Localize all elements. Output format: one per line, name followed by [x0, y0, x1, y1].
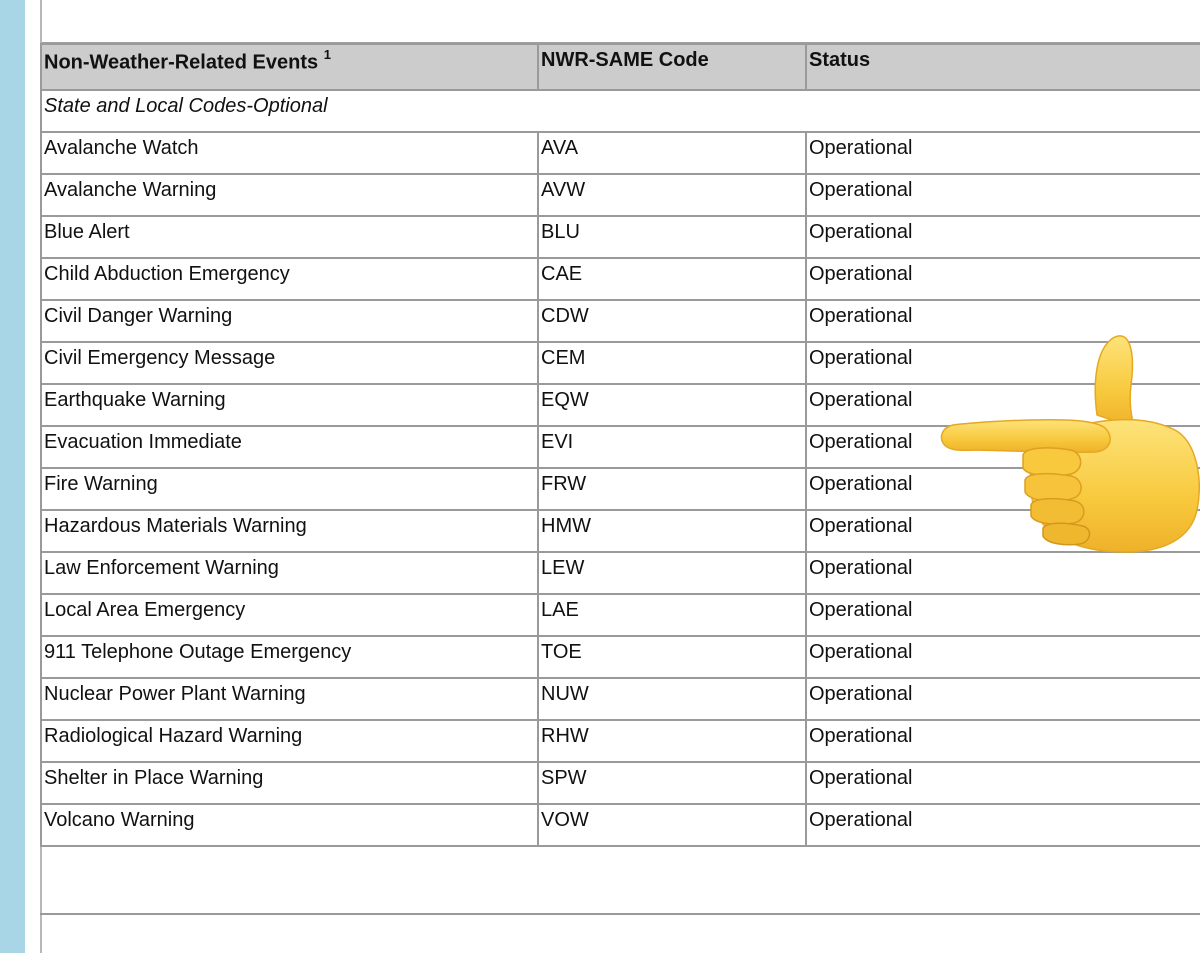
cell-status: Operational — [806, 678, 1200, 720]
cell-status: Operational — [806, 132, 1200, 174]
left-sidebar-strip — [0, 0, 25, 953]
blank-top-row — [40, 0, 1200, 44]
cell-event: Civil Danger Warning — [41, 300, 538, 342]
cell-status: Operational — [806, 300, 1200, 342]
header-event-label: Non-Weather-Related Events — [44, 51, 319, 74]
table-row — [41, 636, 1200, 678]
cell-code: CDW — [538, 300, 806, 342]
table-row — [41, 174, 1200, 216]
cell-code: TOE — [538, 636, 806, 678]
cell-event: Law Enforcement Warning — [41, 552, 538, 594]
cell-status: Operational — [806, 426, 1200, 468]
cell-status: Operational — [806, 468, 1200, 510]
cell-event: Hazardous Materials Warning — [41, 510, 538, 552]
cell-code: FRW — [538, 468, 806, 510]
footnote-marker: 1 — [323, 47, 331, 62]
cell-event: Radiological Hazard Warning — [41, 720, 538, 762]
cell-event: Nuclear Power Plant Warning — [41, 678, 538, 720]
cell-event: Earthquake Warning — [41, 384, 538, 426]
cell-event: Fire Warning — [41, 468, 538, 510]
cell-event: Local Area Emergency — [41, 594, 538, 636]
cell-event: Child Abduction Emergency — [41, 258, 538, 300]
cell-code: RHW — [538, 720, 806, 762]
cell-code: AVA — [538, 132, 806, 174]
cell-code: EVI — [538, 426, 806, 468]
cell-event: Volcano Warning — [41, 804, 538, 846]
cell-status: Operational — [806, 342, 1200, 384]
header-code: NWR-SAME Code — [538, 44, 806, 90]
table-row — [41, 258, 1200, 300]
cell-code: VOW — [538, 804, 806, 846]
table-row — [41, 762, 1200, 804]
cell-code: CEM — [538, 342, 806, 384]
cell-status: Operational — [806, 174, 1200, 216]
cell-code: BLU — [538, 216, 806, 258]
cell-code: CAE — [538, 258, 806, 300]
header-event — [41, 44, 538, 90]
section-label: State and Local Codes-Optional — [41, 90, 1200, 132]
cell-status: Operational — [806, 258, 1200, 300]
cell-code: SPW — [538, 762, 806, 804]
cell-status: Operational — [806, 384, 1200, 426]
cell-event: Civil Emergency Message — [41, 342, 538, 384]
cell-event: Shelter in Place Warning — [41, 762, 538, 804]
cell-event: Avalanche Warning — [41, 174, 538, 216]
table-row — [41, 678, 1200, 720]
cell-event: 911 Telephone Outage Emergency — [41, 636, 538, 678]
cell-code: LAE — [538, 594, 806, 636]
cell-status: Operational — [806, 216, 1200, 258]
cell-code: AVW — [538, 174, 806, 216]
cell-code: NUW — [538, 678, 806, 720]
table-row — [41, 804, 1200, 846]
cell-event: Evacuation Immediate — [41, 426, 538, 468]
pointing-hand-emoji-icon — [935, 330, 1200, 555]
cell-code: EQW — [538, 384, 806, 426]
cell-status: Operational — [806, 720, 1200, 762]
cell-code: HMW — [538, 510, 806, 552]
table-header-row — [41, 44, 1200, 90]
table-row — [41, 552, 1200, 594]
section-row — [41, 90, 1200, 132]
cell-status: Operational — [806, 804, 1200, 846]
cell-event: Avalanche Watch — [41, 132, 538, 174]
cell-event: Blue Alert — [41, 216, 538, 258]
table-row — [41, 594, 1200, 636]
table-row — [41, 132, 1200, 174]
cell-status: Operational — [806, 762, 1200, 804]
table-row — [41, 216, 1200, 258]
cell-status: Operational — [806, 594, 1200, 636]
table-row — [41, 720, 1200, 762]
cell-status: Operational — [806, 636, 1200, 678]
cell-code: LEW — [538, 552, 806, 594]
bottom-rule — [40, 913, 1200, 915]
cell-status: Operational — [806, 552, 1200, 594]
header-status: Status — [806, 44, 1200, 90]
cell-status: Operational — [806, 510, 1200, 552]
